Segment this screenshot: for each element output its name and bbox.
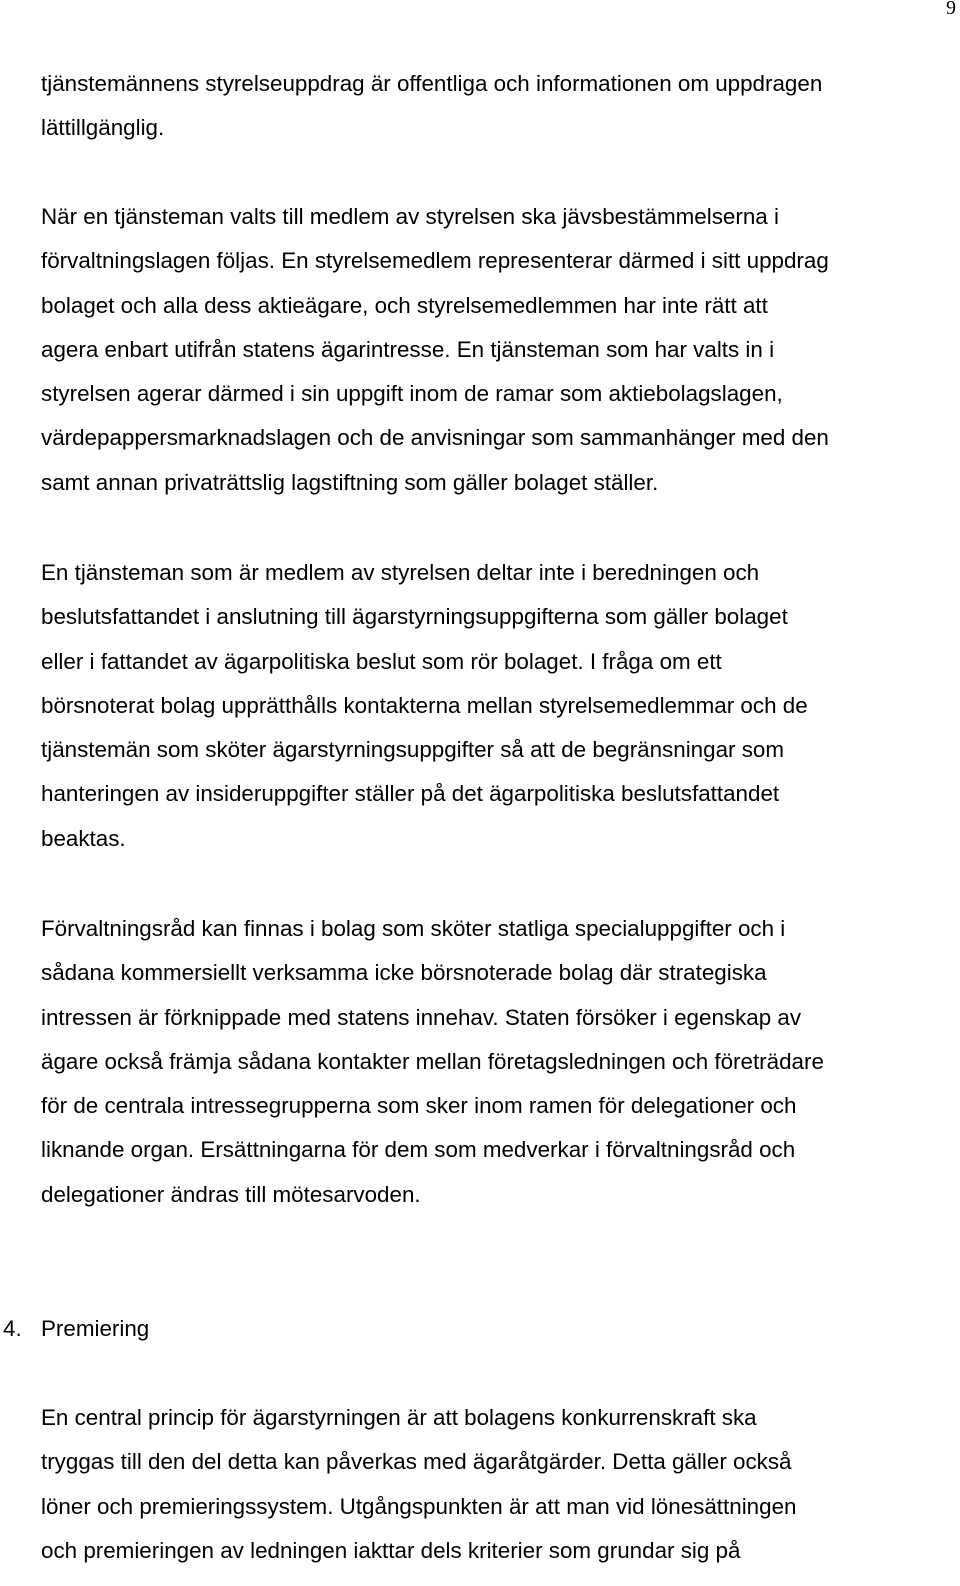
paragraph-administrative-councils: Förvaltningsråd kan finnas i bolag som sköter statliga specialuppgifter och i sådana kommersiellt verksamma icke börsnoterade bolag där strategiska intressen är förknippade med statens innehav. Staten försöker i egenskap av ägare också främja sådana kontakter mellan företagsledningen och företrädare för de centrala intressegrupperna som sker inom ramen för delegationer och liknande organ. Ersättningarna för dem som medverkar i förvaltningsråd och delegationer ändras till mötesarvoden. [41, 916, 824, 1207]
section-number: 4. [3, 1316, 22, 1341]
page-number: 9 [946, 0, 956, 19]
paragraph-premiering: En central princip för ägarstyrningen är att bolagens konkurrenskraft ska tryggas till den del detta kan påverkas med ägaråtgärder. Detta gäller också löner och premieringssystem. Utgångspunkten är att man vid lönesättningen och premieringen av ledningen iakttar dels kriterier som grundar sig på [41, 1405, 797, 1563]
paragraph-disqualification-rules: När en tjänsteman valts till medlem av styrelsen ska jävsbestämmelserna i förvaltningslagen följas. En styrelsemedlem representerar därmed i sitt uppdrag bolaget och alla dess aktieägare, och styrelsemedlemmen har inte rätt att agera enbart utifrån statens ägarintresse. En tjänsteman som har valts in i styrelsen agerar därmed i sin uppgift inom de ramar som aktiebolagslagen, värdepappersmarknadslagen och de anvisningar som sammanhänger med den samt annan privaträttslig lagstiftning som gäller bolaget ställer. [41, 204, 829, 495]
paragraph-board-member-decisions: En tjänsteman som är medlem av styrelsen deltar inte i beredningen och beslutsfattandet i anslutning till ägarstyrningsuppgifterna som gäller bolaget eller i fattandet av ägarpolitiska beslut som rör bolaget. I fråga om ett börsnoterat bolag upprätthålls kontakterna mellan styrelsemedlemmar och de tjänstemän som sköter ägarstyrningsuppgifter så att de begränsningar som hanteringen av insideruppgifter ställer på det ägarpolitiska beslutsfattandet beaktas. [41, 560, 808, 851]
section-title: Premiering [41, 1316, 150, 1341]
paragraph-board-assignments: tjänstemännens styrelseuppdrag är offentliga och informationen om uppdragen lättillgänglig. [41, 71, 823, 141]
